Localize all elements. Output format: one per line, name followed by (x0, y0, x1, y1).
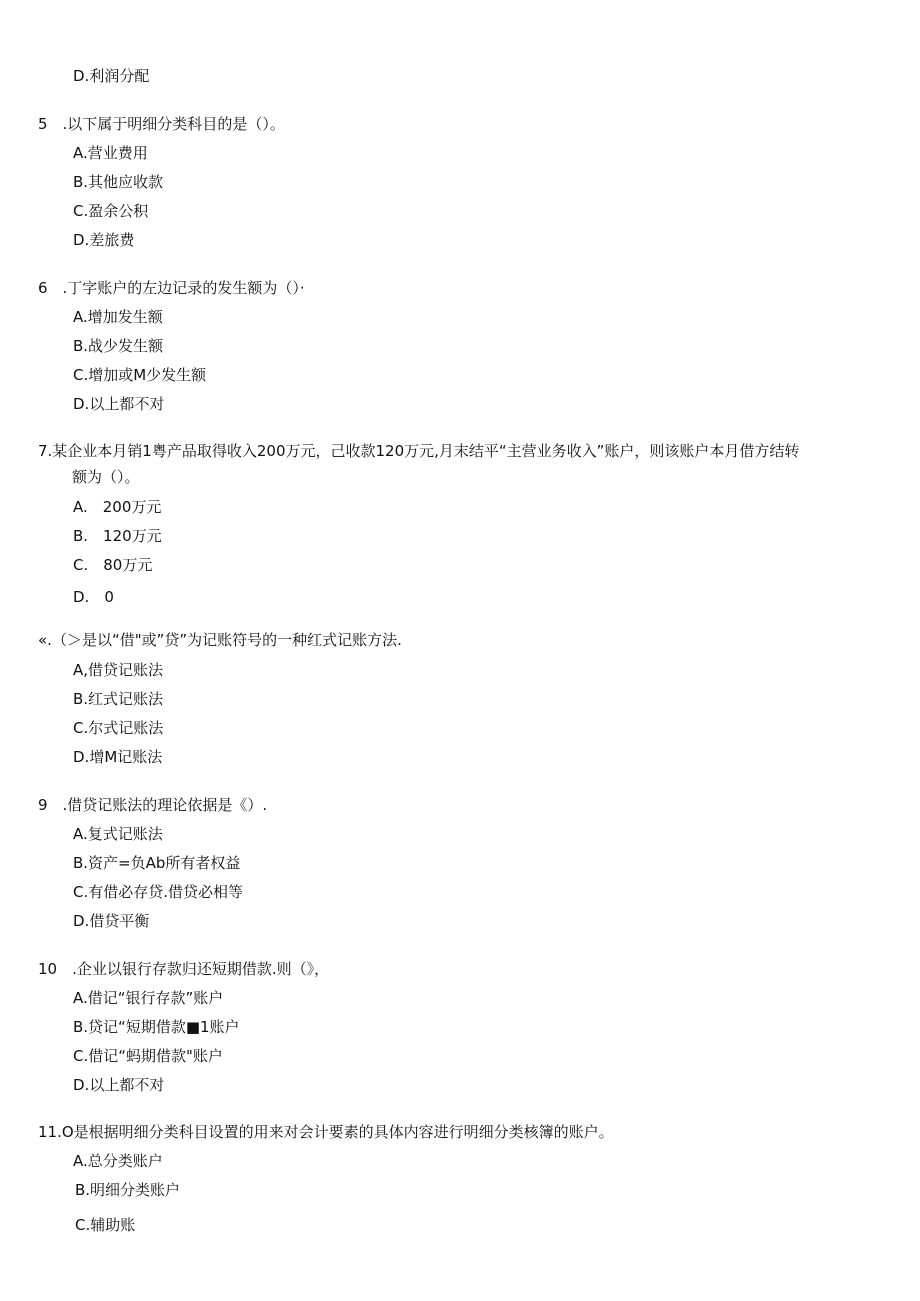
option-10-a: A.借记“银行存款”账户 (73, 989, 224, 1007)
option-9-a: A.复式记账法 (73, 825, 163, 843)
option-7-c: C. 80万元 (73, 556, 153, 574)
question-10: 10 .企业以银行存款归还短期借款.则（》， (38, 960, 330, 978)
option-6-c: C.增加或M少发生额 (73, 366, 207, 384)
option-11-b: B.明细分类账户 (75, 1181, 181, 1199)
option-5-b: B.其他应收款 (73, 173, 164, 191)
option-9-b: B.资产=负Ab所有者权益 (73, 854, 241, 872)
option-11-a: A.总分类账户 (73, 1152, 163, 1170)
question-7: 7.某企业本月销1粤产品取得收入200万元，己收款120万元,月末结平“主营业务收入”账户，则该账户本月借方结转 (38, 442, 800, 460)
option-10-c: C.借记“蚂期借款"账户 (73, 1047, 223, 1065)
option-6-d: D.以上都不对 (73, 395, 165, 413)
option-10-d: D.以上都不对 (73, 1076, 165, 1094)
option-8-a: A,借贷记账法 (73, 661, 164, 679)
option-9-d: D.借贷平衡 (73, 912, 150, 930)
question-11: 11.O是根据明细分类科目设置的用来对会计要素的具体内容进行明细分类核簿的账户。 (38, 1123, 614, 1141)
option-6-b: B.战少发生额 (73, 337, 164, 355)
option-6-a: A.增加发生额 (73, 308, 163, 326)
option-7-d: D. 0 (73, 588, 114, 606)
option-8-b: B.红式记账法 (73, 690, 164, 708)
option-10-b: B.贷记“短期借款■1账户 (73, 1018, 240, 1036)
option-7-a: A. 200万元 (73, 498, 162, 516)
option-7-b: B. 120万元 (73, 527, 162, 545)
option-4-d: D.利润分配 (73, 67, 150, 85)
question-9: 9 .借贷记账法的理论依据是《）. (38, 796, 268, 814)
option-11-c: C.辅助账 (75, 1216, 136, 1234)
question-6: 6 .丁字账户的左边记录的发生额为（）· (38, 279, 305, 297)
question-8: «.（＞是以“借"或”贷”为记账符号的一种红式记账方法. (38, 631, 402, 649)
option-5-d: D.差旅费 (73, 231, 135, 249)
option-9-c: C.有借必存贷.借贷必相等 (73, 883, 244, 901)
question-5: 5 .以下属于明细分类科目的是（）。 (38, 115, 285, 133)
option-5-c: C.盈余公积 (73, 202, 149, 220)
option-8-c: C.尔式记账法 (73, 719, 164, 737)
option-8-d: D.增M记账法 (73, 748, 163, 766)
question-7-continuation: 额为（）。 (72, 468, 140, 486)
option-5-a: A.营业费用 (73, 144, 148, 162)
